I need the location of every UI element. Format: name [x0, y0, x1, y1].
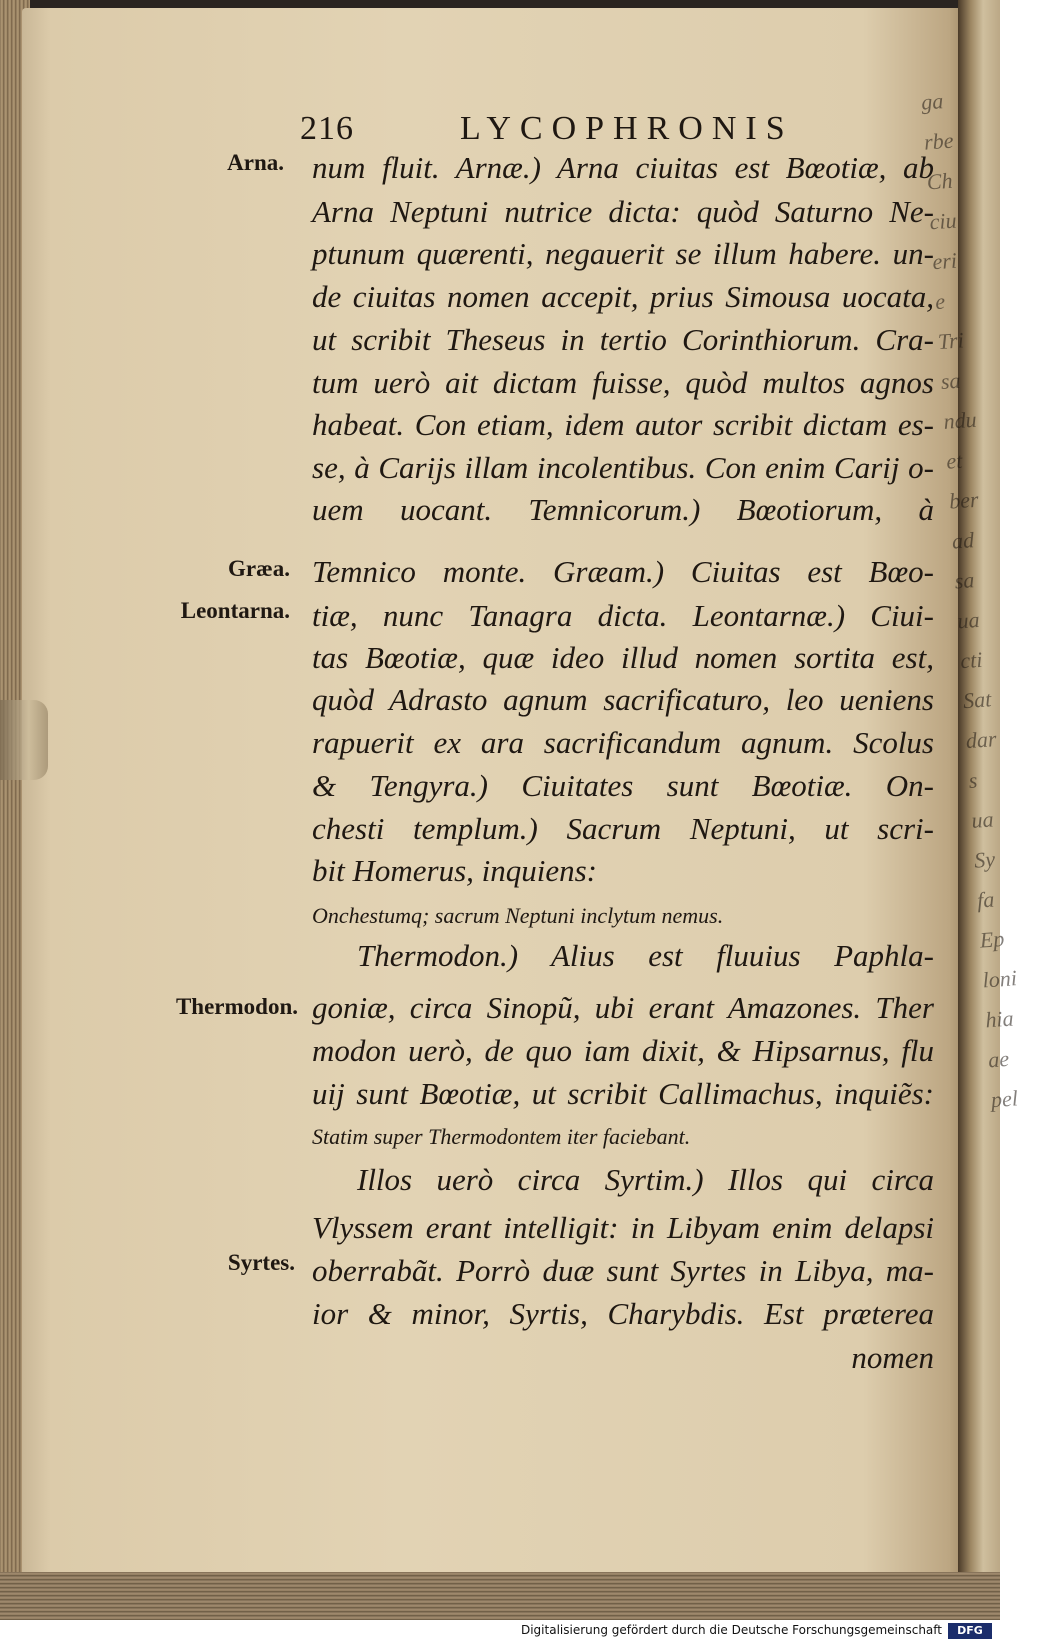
facing-page-fragment: Ch	[925, 167, 954, 195]
text-line: goniæ, circa Sinopũ, ubi erant Amazones. Ther	[312, 990, 934, 1025]
facing-page-fragment: ae	[987, 1045, 1010, 1073]
facing-page-fragment: ber	[948, 486, 980, 514]
facing-page-fragment: Ep	[978, 925, 1006, 953]
facing-page-fragment: Sat	[962, 686, 993, 714]
text-line: habeat. Con etiam, idem autor scribit dictam es-	[312, 407, 934, 442]
margin-note-leontarna: Leontarna.	[180, 598, 290, 623]
text-line: uem uocant. Temnicorum.) Bœotiorum, à	[312, 492, 934, 527]
text-line: chesti templum.) Sacrum Neptuni, ut scri-	[312, 811, 934, 846]
facing-page-fragment: ciu	[928, 207, 958, 235]
facing-page-fragment: hia	[984, 1005, 1015, 1033]
text-line: ptunum quærenti, negauerit se illum habere. un-	[312, 236, 934, 271]
text-line: de ciuitas nomen accepit, prius Simousa uocata,	[312, 279, 934, 314]
text-line: tiæ, nunc Tanagra dicta. Leontarnæ.) Ciui-	[312, 598, 934, 633]
text-line: Illos uerò circa Syrtim.) Illos qui circa	[357, 1162, 934, 1197]
text-line: bit Homerus, inquiens:	[312, 853, 598, 888]
catchword: nomen	[851, 1340, 934, 1375]
facing-page-fragment: et	[945, 447, 964, 474]
facing-page-fragment: eri	[931, 247, 958, 275]
text-line: & Tengyra.) Ciuitates sunt Bœotiæ. On-	[312, 768, 934, 803]
text-line: tum uerò ait dictam fuisse, quòd multos agnos	[312, 365, 934, 400]
facing-page-fragment: Tri	[937, 327, 965, 355]
facing-page-fragment: fa	[976, 886, 996, 913]
facing-page-fragment: ad	[951, 527, 975, 554]
facing-page-fragment: ua	[970, 806, 995, 833]
text-line: num fluit. Arnæ.) Arna ciuitas est Bœotiæ, ab	[312, 150, 934, 185]
facing-page-fragment: dar	[965, 726, 998, 754]
text-line: se, à Carijs illam incolentibus. Con enim Carij o-	[312, 450, 934, 485]
book-bottom-edge	[0, 1572, 1000, 1620]
text-line: oberrabãt. Porrò duæ sunt Syrtes in Libya, ma-	[312, 1253, 934, 1288]
text-line: Temnico monte. Græam.) Ciuitas est Bœo-	[312, 554, 934, 589]
page-number: 216	[300, 110, 354, 147]
facing-page-fragment: e	[934, 288, 946, 315]
text-line: ior & minor, Syrtis, Charybdis. Est præterea	[312, 1296, 934, 1331]
dfg-logo: DFG	[948, 1623, 992, 1639]
text-line: Arna Neptuni nutrice dicta: quòd Saturno Ne-	[312, 194, 934, 229]
facing-page-fragment: ua	[956, 606, 981, 634]
text-line: tas Bœotiæ, quæ ideo illud nomen sortita est,	[312, 640, 934, 675]
facing-page-fragment: s	[967, 767, 979, 793]
facing-page-fragment: rbe	[923, 127, 955, 155]
facing-page-fragment: sa	[939, 367, 962, 394]
facing-page-fragment: Sy	[973, 846, 996, 873]
margin-note-syrtes: Syrtes.	[227, 1250, 295, 1275]
footer-bar	[0, 1620, 1000, 1643]
text-line: quòd Adrasto agnum sacrificaturo, leo ueniens	[312, 682, 934, 717]
facing-page-fragment: sa	[953, 567, 976, 594]
facing-page-fragment: loni	[981, 965, 1018, 993]
facing-page-fragment: cti	[959, 646, 984, 674]
facing-page-fragment: ga	[920, 88, 945, 115]
text-line: modon uerò, de quo iam dixit, & Hipsarnus, flu	[312, 1033, 934, 1068]
margin-note-graea: Græa.	[228, 556, 290, 581]
verse-line: Onchestumq; sacrum Neptuni inclytum nemus.	[312, 903, 724, 928]
book-clasp	[0, 700, 48, 780]
margin-note-thermodon: Thermodon.	[175, 994, 298, 1019]
facing-page-fragment: pel	[990, 1085, 1019, 1113]
text-line: Vlyssem erant intelligit: in Libyam enim delapsi	[312, 1210, 934, 1245]
text-line: uij sunt Bœotiæ, ut scribit Callimachus, inquiẽs:	[312, 1076, 934, 1111]
verse-line: Statim super Thermodontem iter faciebant.	[312, 1124, 691, 1149]
margin-note-arna: Arna.	[227, 150, 284, 175]
funding-note: Digitalisierung gefördert durch die Deutsche Forschungsgemeinschaft	[520, 1623, 942, 1637]
facing-page-fragment: ndu	[942, 406, 978, 434]
running-title: LYCOPHRONIS	[460, 110, 794, 147]
text-line: rapuerit ex ara sacrificandum agnum. Scolus	[312, 725, 934, 760]
page-header	[300, 110, 860, 150]
text-line: Thermodon.) Alius est fluuius Paphla-	[357, 938, 934, 973]
text-line: ut scribit Theseus in tertio Corinthiorum. Cra-	[312, 322, 934, 357]
